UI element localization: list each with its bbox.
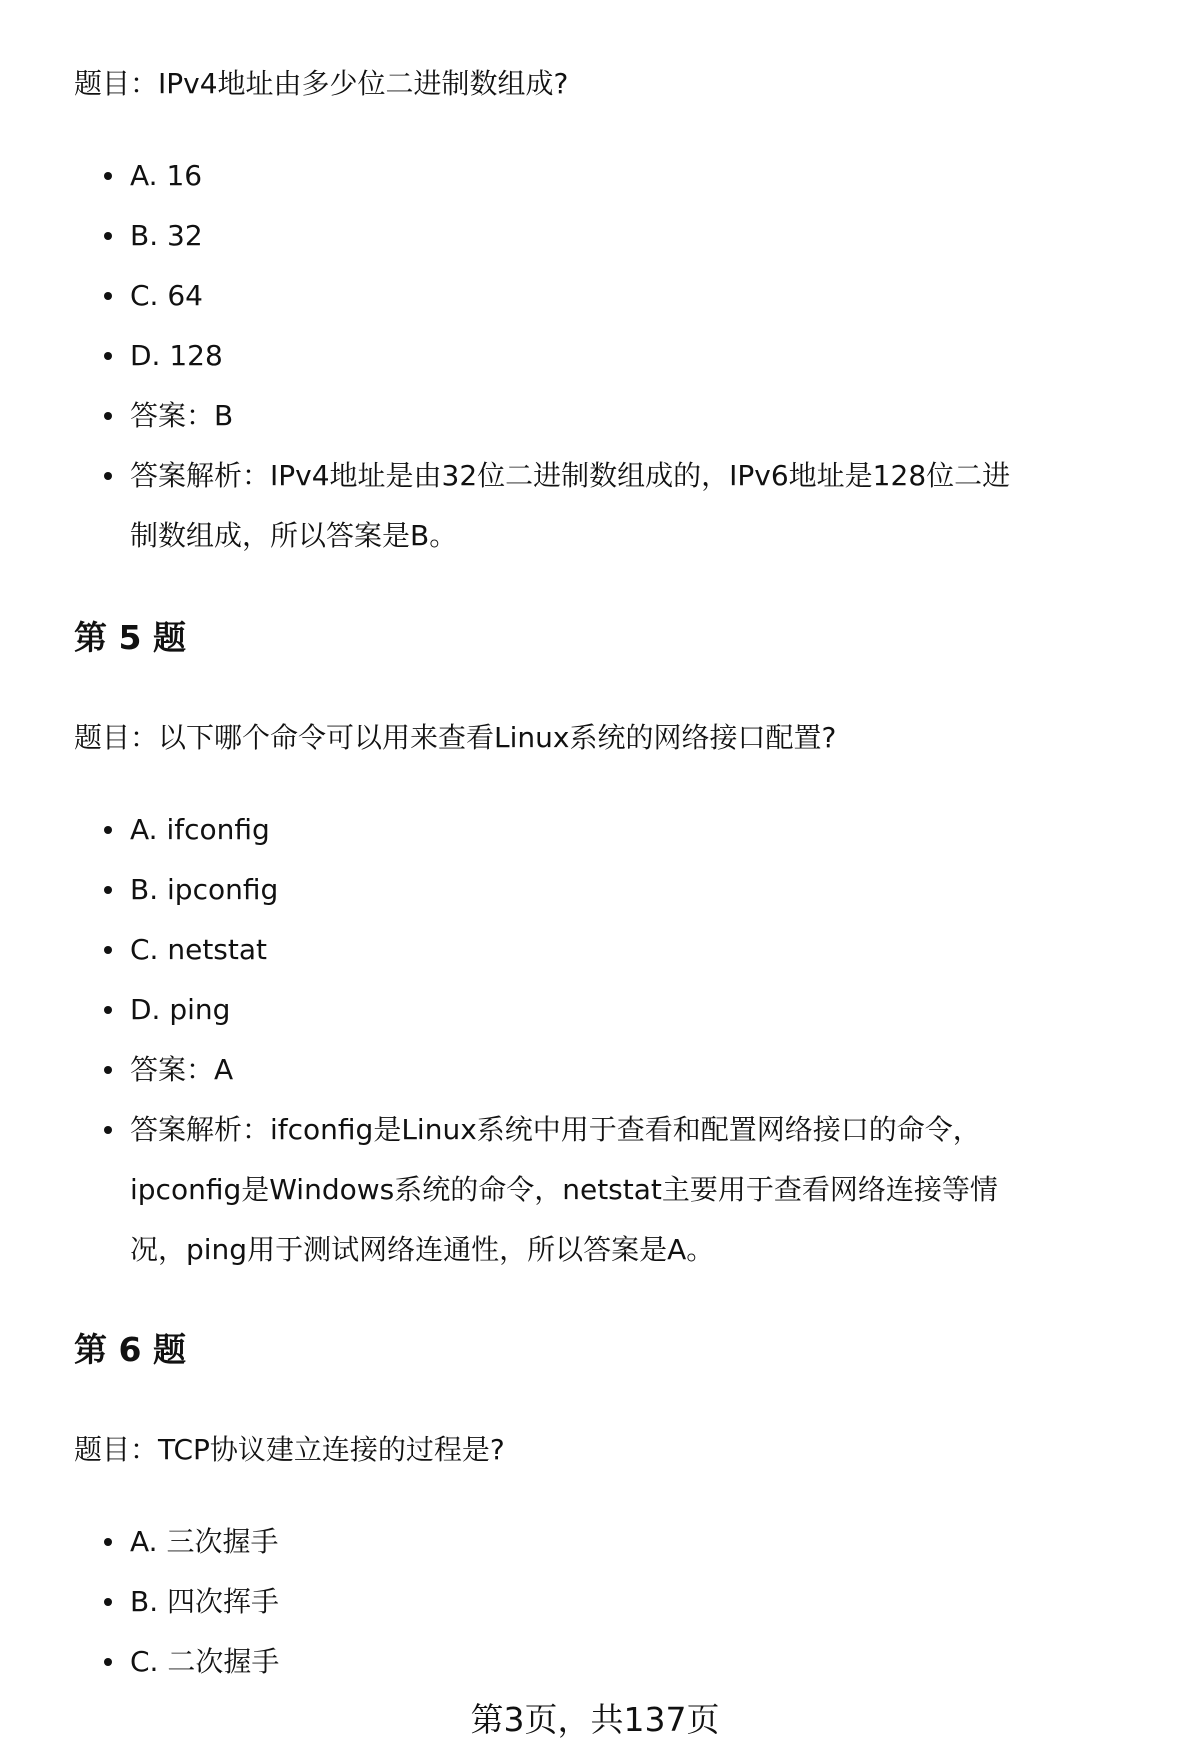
- question-5-options: [0, 800, 1020, 1280]
- bullet-icon: [104, 946, 112, 954]
- option-item: [0, 920, 1020, 980]
- bullet-icon: [104, 172, 112, 180]
- option-item: [0, 1572, 1020, 1632]
- bullet-icon: [104, 292, 112, 300]
- option-label: C. 二次握手: [130, 1645, 280, 1678]
- bullet-icon: [104, 1538, 112, 1546]
- explanation-item: [0, 446, 1020, 566]
- question-6-text: 题目：TCP协议建立连接的过程是?: [74, 1433, 505, 1466]
- option-label: B. 32: [130, 219, 203, 252]
- bullet-icon: [104, 1066, 112, 1074]
- explanation-item: [0, 1100, 1020, 1280]
- bullet-icon: [104, 232, 112, 240]
- option-item: [0, 800, 1020, 860]
- option-item: [0, 146, 1020, 206]
- option-item: [0, 1632, 1020, 1692]
- question-6-options: [0, 1512, 1020, 1692]
- question-4-options: [0, 146, 1020, 566]
- bullet-icon: [104, 472, 112, 480]
- option-item: [0, 266, 1020, 326]
- explanation-text: 答案解析：IPv4地址是由32位二进制数组成的，IPv6地址是128位二进制数组成，所以答案是B。: [130, 459, 1011, 552]
- bullet-icon: [104, 1126, 112, 1134]
- option-label: A. 三次握手: [130, 1525, 279, 1558]
- option-item: [0, 1512, 1020, 1572]
- answer-item: [0, 1040, 1020, 1100]
- bullet-icon: [104, 1006, 112, 1014]
- option-label: C. 64: [130, 279, 203, 312]
- option-item: [0, 980, 1020, 1040]
- bullet-icon: [104, 1658, 112, 1666]
- bullet-icon: [104, 412, 112, 420]
- bullet-icon: [104, 352, 112, 360]
- question-5-heading: 第 5 题: [74, 618, 186, 657]
- answer-label: 答案：A: [130, 1053, 234, 1086]
- option-label: B. ipconfig: [130, 873, 279, 906]
- option-item: [0, 206, 1020, 266]
- page-number-footer: 第3页，共137页: [470, 1700, 720, 1739]
- question-6-heading: 第 6 题: [74, 1330, 186, 1369]
- answer-label: 答案：B: [130, 399, 234, 432]
- option-label: B. 四次挥手: [130, 1585, 280, 1618]
- option-label: C. netstat: [130, 933, 268, 966]
- explanation-text: 答案解析：ifconfig是Linux系统中用于查看和配置网络接口的命令，ipconfig是Windows系统的命令，netstat主要用于查看网络连接等情况，ping用于测试网络连通性，所以答案是A。: [130, 1113, 998, 1266]
- option-item: [0, 326, 1020, 386]
- bullet-icon: [104, 1598, 112, 1606]
- question-4-text: 题目：IPv4地址由多少位二进制数组成?: [74, 67, 569, 100]
- question-5-text: 题目：以下哪个命令可以用来查看Linux系统的网络接口配置?: [74, 721, 837, 754]
- option-label: A. ifconfig: [130, 813, 270, 846]
- option-label: D. 128: [130, 339, 223, 372]
- option-label: D. ping: [130, 993, 231, 1026]
- answer-item: [0, 386, 1020, 446]
- bullet-icon: [104, 826, 112, 834]
- option-label: A. 16: [130, 159, 203, 192]
- bullet-icon: [104, 886, 112, 894]
- option-item: [0, 860, 1020, 920]
